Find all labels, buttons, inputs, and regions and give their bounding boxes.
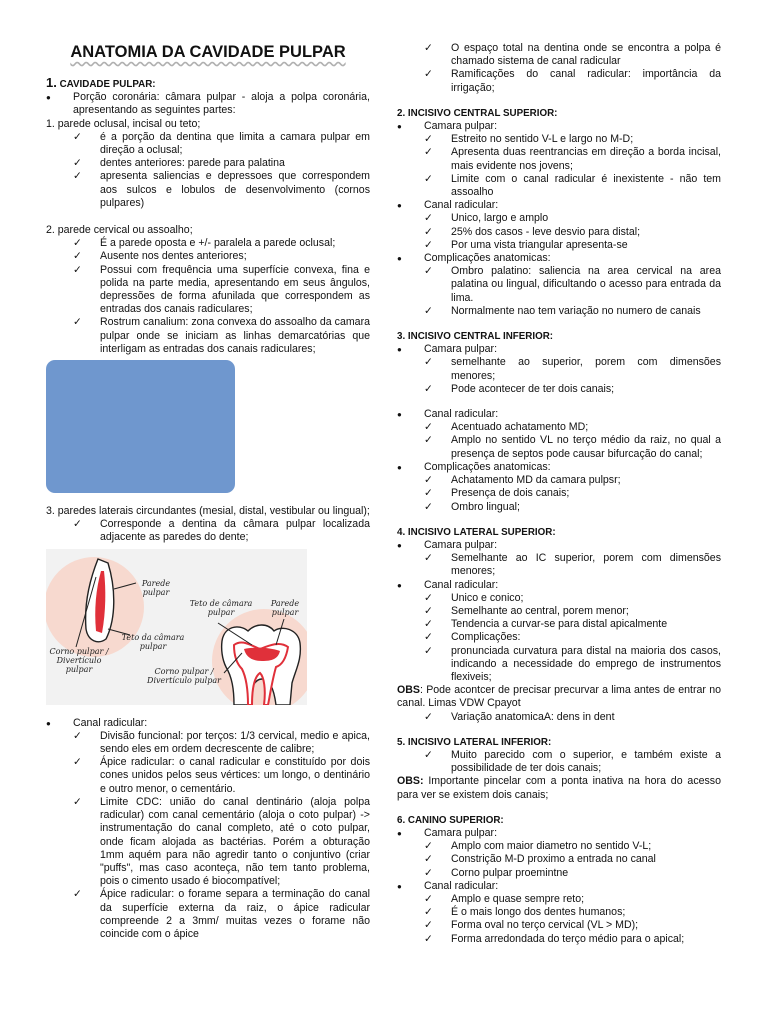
bullet-camara-pulpar: ● Camara pulpar: [397,827,721,840]
section-4-title: 4. INCISIVO LATERAL SUPERIOR: [397,526,556,538]
left-column [46,42,370,941]
list-item: ✓ Amplo com maior diametro no sentido V-L; [424,840,721,853]
list-item: ✓ Ápice radicular: o canal radicular e constituído por dois cones unidos pelos seus vértices: um longo, o dentinário e outro menor, o cementário. [73,756,370,796]
bullet-camara-pulpar: ● Camara pulpar: [397,120,721,133]
list-item: ✓ Semelhante ao central, porem menor; [424,605,721,618]
list-item: ✓ O espaço total na dentina onde se encontra a polpa é chamado sistema de canal radicular [424,42,721,68]
list-item: ✓ é a porção da dentina que limita a camara pulpar em direção a oclusal; [73,131,370,157]
list-item: ✓ Apresenta duas reentrancias em direção a borda incisal, mais evidente nos jovens; [424,146,721,172]
label-teto-camara: Teto de câmara pulpar [189,598,253,617]
bullet-canal-radicular: ● Canal radicular: [46,717,370,730]
bullet-canal-radicular: ● Canal radicular: [397,199,721,212]
list-item: ✓ semelhante ao superior, porem com dimensões menores; [424,356,721,382]
section-1-bullets [46,91,370,117]
list-item: ✓ Achatamento MD da camara pulpsr; [424,474,721,487]
right-column [397,42,721,946]
list-item: ✓ Amplo no sentido VL no terço médio da raiz, no qual a presença de septos pode causar bifurcação do canal; [424,434,721,460]
list-item: ✓ Forma oval no terço cervical (VL > MD); [424,919,721,932]
section-6-list [397,827,721,946]
list-item: ✓ pronunciada curvatura para distal na maioria dos casos, indicando a necessidade do emprego de instrumentos flexiveis; [424,645,721,685]
list-item: ✓ Rostrum canalium: zona convexa do assoalho da camara pulpar onde se iniciam as linhas demarcatórias que interligam as entradas dos canais radiculares; [73,316,370,356]
canal-radicular-list [46,730,370,941]
list-item: ✓ Limite com o canal radicular é inexistente - não tem assoalho [424,173,721,199]
list-item: ✓ Pode acontecer de ter dois canais; [424,383,721,396]
bullet-complicacoes: ● Complicações anatomicas: [397,252,721,265]
list-item: ✓ 25% dos casos - leve desvio para distal; [424,226,721,239]
canal-radicular-section [46,717,370,730]
list-item: ✓ Divisão funcional: por terços: 1/3 cervical, medio e apica, sendo eles em ordem decrescente de calibre; [73,730,370,756]
bullet-camara-pulpar: ● Camara pulpar: [397,343,721,356]
section-3-list-b [397,408,721,514]
top-list [397,42,721,95]
bullet-canal-radicular: ● Canal radicular: [397,579,721,592]
bullet-complicacoes: ● Complicações anatomicas: [397,461,721,474]
parede-cervical-heading: 2. parede cervical ou assoalho; [46,224,193,237]
list-item: ✓ Unico e conico; [424,592,721,605]
paredes-laterais-list [46,518,370,544]
list-item: ✓ Ombro lingual; [424,501,721,514]
section-3-list [397,343,721,396]
bullet-porcao-coronaria: ● Porção coronária: câmara pulpar - aloja a polpa coronária, apresentando as seguintes partes: [46,91,370,117]
list-item: ✓ dentes anteriores: parede para palatina [73,157,370,170]
section-1-number: 1. [46,75,57,90]
label-parede: Parede pulpar [270,598,300,617]
parede-oclusal-heading: 1. parede oclusal, incisal ou teto; [46,117,201,130]
list-item: ✓ É o mais longo dos dentes humanos; [424,906,721,919]
tooth-diagram [46,549,307,705]
section-3-title: 3. INCISIVO CENTRAL INFERIOR: [397,331,554,343]
section-5-obs [397,775,721,801]
label-corno-pulpar-right: Corno pulpar / Divertículo pulpar [147,666,221,685]
list-item: ✓ Muito parecido com o superior, e também existe a possibilidade de ter dois canais; [424,749,721,775]
section-1-label: CAVIDADE PULPAR: [59,79,156,90]
list-item: ✓ Ramificações do canal radicular: importância da irrigação; [424,68,721,94]
list-item: ✓ É a parede oposta e +/- paralela a parede oclusal; [73,237,370,250]
section-4-obs [397,684,721,710]
section-4-list [397,539,721,684]
paredes-laterais-heading: 3. paredes laterais circundantes (mesial, distal, vestibular ou lingual); [46,505,370,518]
section-4-variation-list [397,711,721,724]
list-item: ✓ Estreito no sentido V-L e largo no M-D; [424,133,721,146]
parede-oclusal-list [46,131,370,210]
list-item: ✓ apresenta saliencias e depressoes que correspondem aos sulcos e lobulos de desenvolvimento (cornos pulpares) [73,170,370,210]
list-item: ✓ Corresponde a dentina da câmara pulpar localizada adjacente as paredes do dente; [73,518,370,544]
bullet-canal-radicular: ● Canal radicular: [397,408,721,421]
list-item: ✓ Ausente nos dentes anteriores; [73,250,370,263]
obs-text: Importante pincelar com a ponta inativa na hora do acesso para ver se existem dois canais; [397,775,721,801]
list-item: ✓ Presença de dois canais; [424,487,721,500]
list-item: ✓ Normalmente nao tem variação no numero de canais [424,305,721,318]
section-5-title: 5. INCISIVO LATERAL INFERIOR: [397,736,552,748]
section-1-title [46,76,370,91]
obs-text: : Pode acontcer de precisar precurvar a lima antes de entrar no canal. Limas VDW Cpayot [397,684,721,710]
section-2-title: 2. INCISIVO CENTRAL SUPERIOR: [397,107,558,119]
list-item: ✓ Unico, largo e amplo [424,212,721,225]
page-title: ANATOMIA DA CAVIDADE PULPAR [70,43,346,61]
list-item: ✓ Ombro palatino: saliencia na area cervical na area palatina ou lingual, dificultando o acesso para entrada da lima. [424,265,721,305]
list-item: ✓ Corno pulpar proemintne [424,867,721,880]
list-item: ✓ Amplo e quase sempre reto; [424,893,721,906]
obs-label: OBS: [397,775,424,788]
list-item: ✓ Complicações: [424,631,721,644]
parede-cervical-list [46,237,370,356]
section-5-list [397,749,721,775]
list-item: ✓ Variação anatomicaA: dens in dent [424,711,721,724]
list-item: ✓ Constrição M-D proximo a entrada no canal [424,853,721,866]
label-corno-pulpar-left: Corno pulpar / Divertículo pulpar [49,646,109,674]
list-item: ✓ Semelhante ao IC superior, porem com dimensões menores; [424,552,721,578]
label-parede-pulpar: Parede pulpar [141,578,171,597]
list-item: ✓ Ápice radicular: o forame separa a terminação do canal da superfície externa da raiz, o ápice radicular compreende 2 a 3mm/ muitas vezes o forame não coincide com o ápice [73,888,370,941]
list-item: ✓ Possui com frequência uma superfície convexa, fina e polida na parte media, apresentando em seus ângulos, depressões de forma afunilada que correspondem as entradas dos canais radiculares; [73,264,370,317]
list-item: ✓ Limite CDC: união do canal dentinário (aloja polpa radicular) com canal cementário (aloja o coto pulpar) -> instrumentação do canal completo, até o coto pulpar, onde ficam alojada as bactérias. Porém a obturação 1mm aquém para não agredir tanto o conjuntivo (criar "puffs", mas caso aconteça, não tem tanto problema, pois o cimento usado é biocompatível; [73,796,370,888]
list-item: ✓ Tendencia a curvar-se para distal apicalmente [424,618,721,631]
bullet-camara-pulpar: ● Camara pulpar: [397,539,721,552]
list-item: ✓ Por uma vista triangular apresenta-se [424,239,721,252]
bullet-canal-radicular: ● Canal radicular: [397,880,721,893]
blue-image-placeholder [46,360,235,493]
section-2-list [397,120,721,318]
obs-label: OBS [397,684,420,697]
list-item: ✓ Forma arredondada do terço médio para o apical; [424,933,721,946]
list-item: ✓ Acentuado achatamento MD; [424,421,721,434]
section-6-title: 6. CANINO SUPERIOR: [397,814,504,826]
label-teto-da-camara: Teto da câmara pulpar [121,632,185,651]
